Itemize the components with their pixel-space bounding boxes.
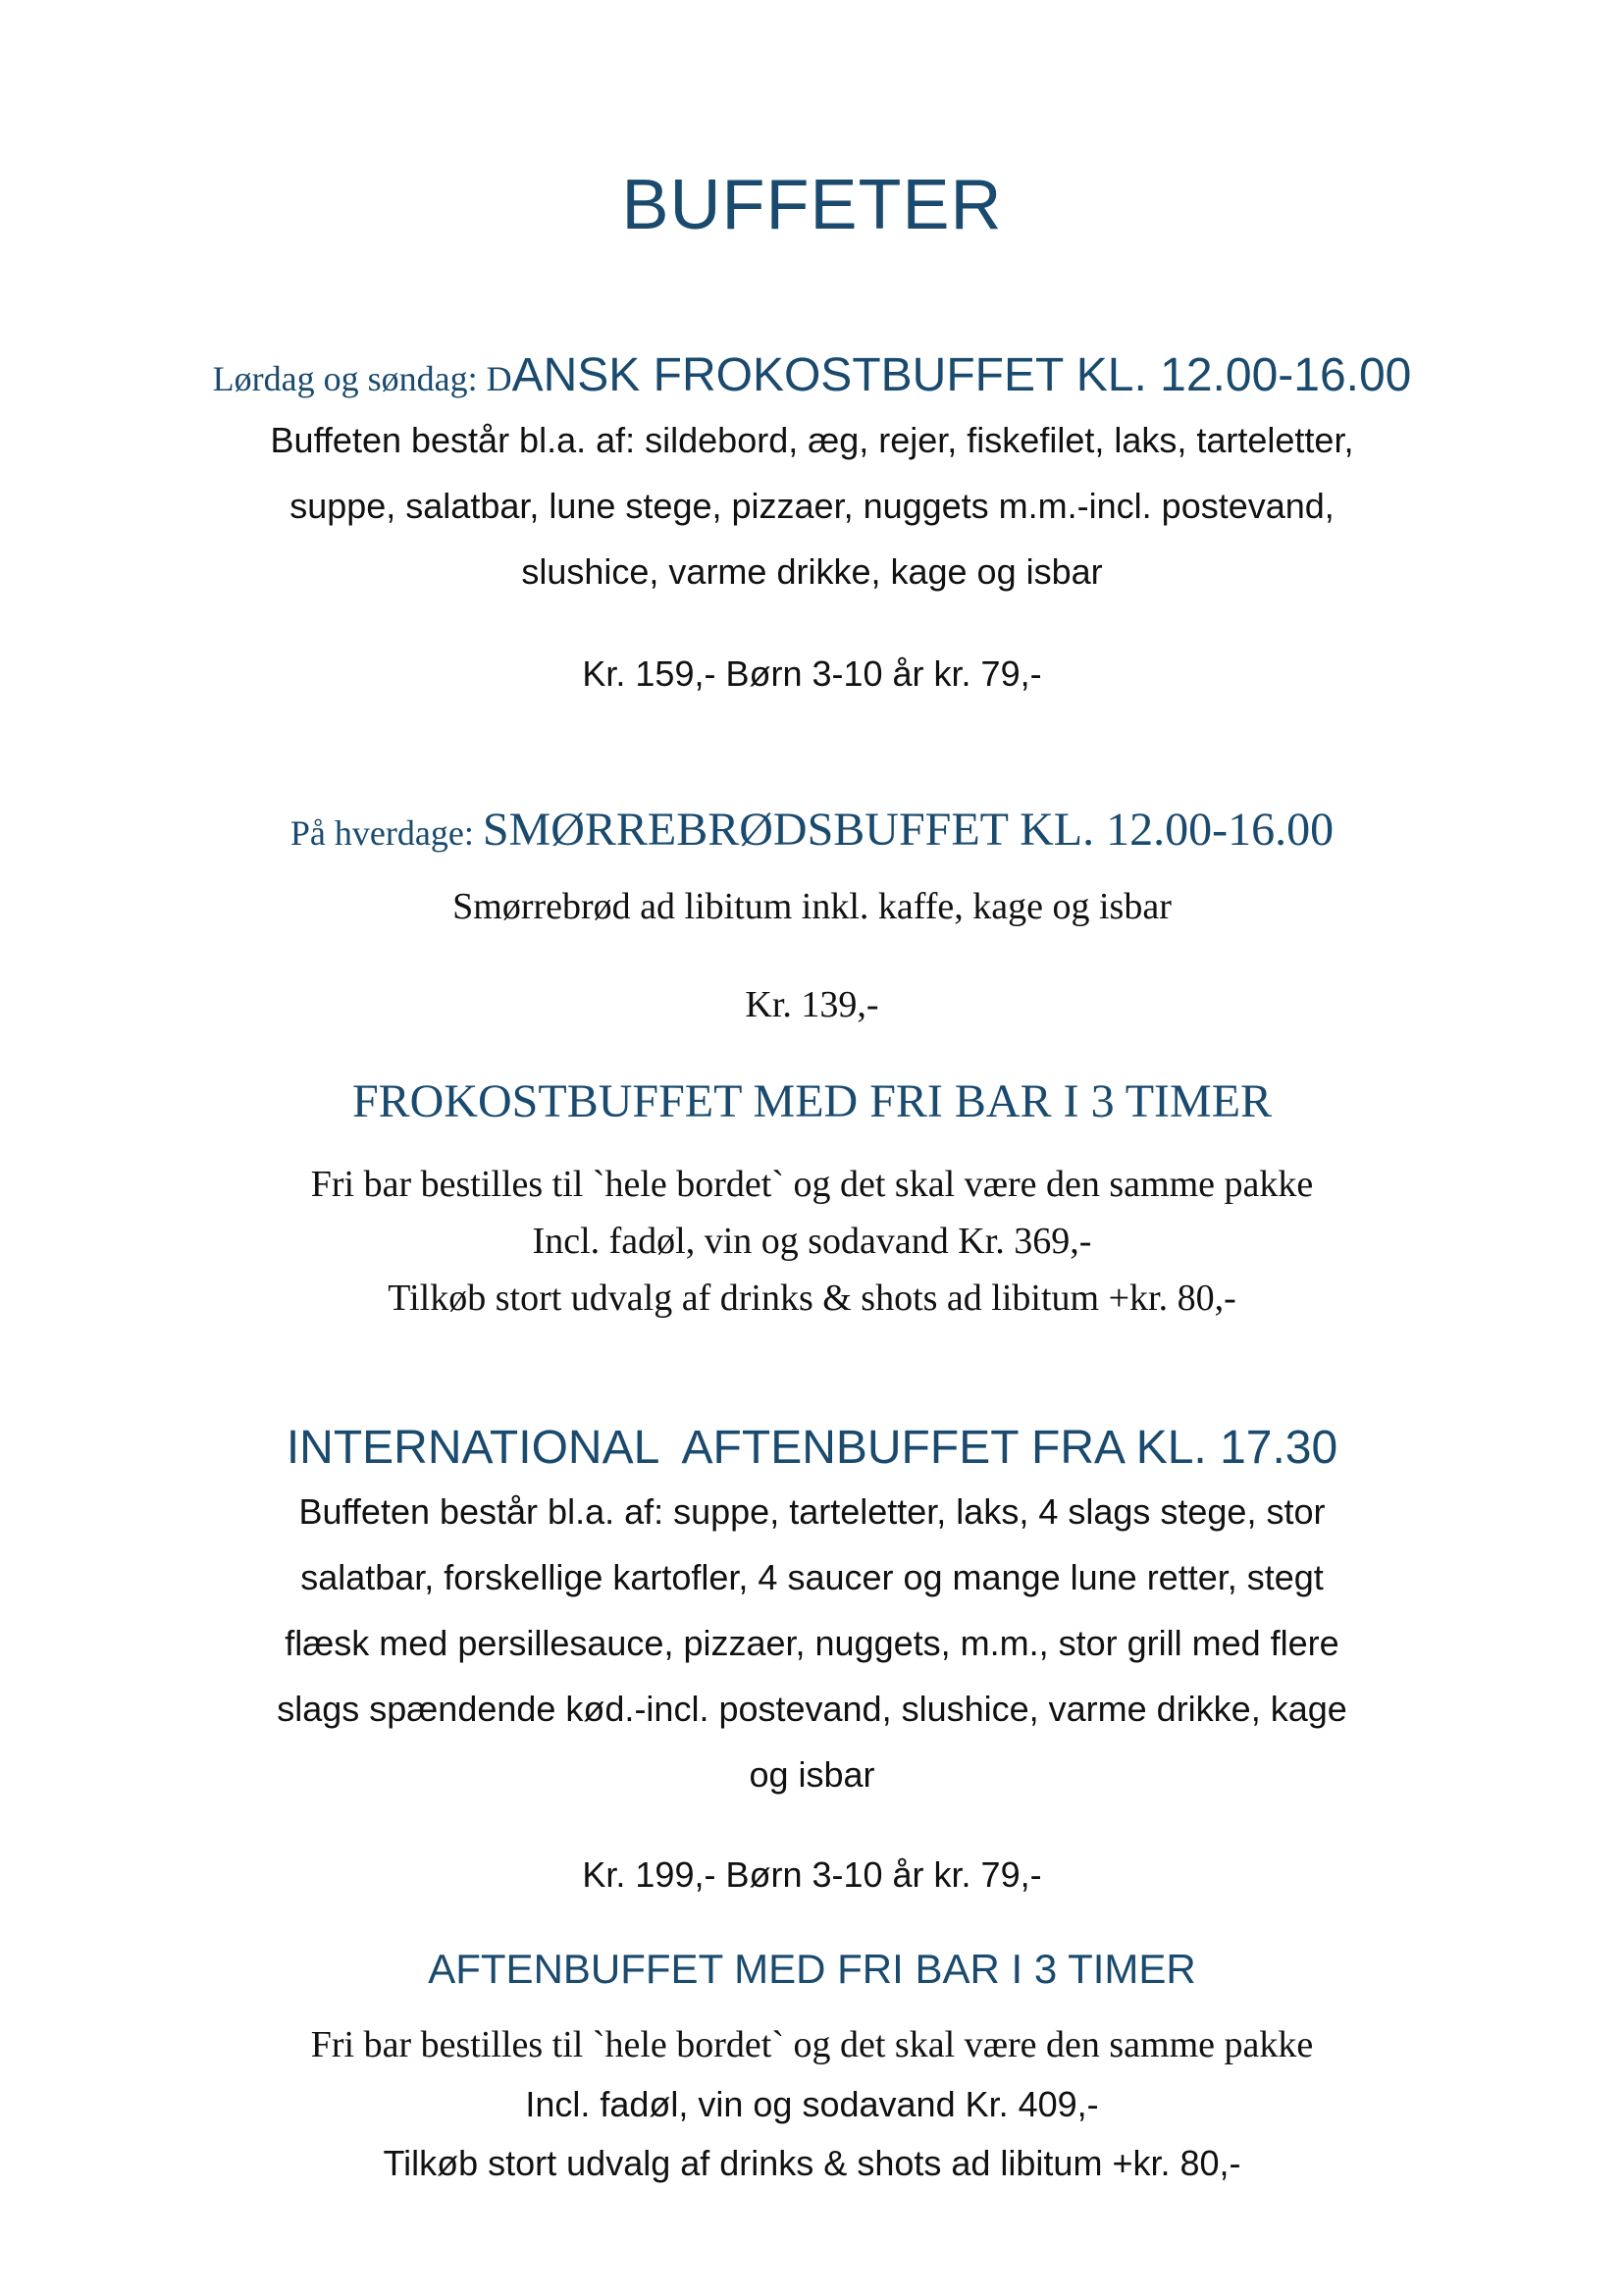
- section-title: INTERNATIONAL AFTENBUFFET FRA KL. 17.30: [286, 1422, 1338, 1474]
- section-description-line: Fri bar bestilles til `hele bordet` og det skal være den samme pakke: [310, 2024, 1314, 2065]
- section-heading-smorrebrodsbuffet: [0, 803, 1624, 857]
- section-prefix: Lørdag og søndag: D: [212, 359, 512, 398]
- section-title: FROKOSTBUFFET MED FRI BAR I 3 TIMER: [351, 1075, 1273, 1127]
- page-title: BUFFETER: [621, 166, 1003, 244]
- section-description-line: Tilkøb stort udvalg af drinks & shots ad libitum +kr. 80,-: [388, 1278, 1236, 1319]
- section-description-line: salatbar, forskellige kartofler, 4 saucer og mange lune retter, stegt: [300, 1557, 1324, 1597]
- section-description-line: Smørrebrød ad libitum inkl. kaffe, kage og isbar: [452, 886, 1172, 927]
- section-title: SMØRREBRØDSBUFFET KL. 12.00-16.00: [482, 804, 1335, 856]
- section-price: Kr. 159,- Børn 3-10 år kr. 79,-: [582, 653, 1042, 694]
- section-description-line: flæsk med persillesauce, pizzaer, nuggets, m.m., stor grill med flere: [285, 1623, 1339, 1663]
- section-description-line: slags spændende kød.-incl. postevand, slushice, varme drikke, kage: [277, 1689, 1347, 1729]
- section-title: ANSK FROKOSTBUFFET KL. 12.00-16.00: [511, 349, 1412, 401]
- section-title: AFTENBUFFET MED FRI BAR I 3 TIMER: [428, 1946, 1196, 1992]
- section-description-line: Buffeten består bl.a. af: suppe, tarteletter, laks, 4 slags stege, stor: [298, 1491, 1326, 1532]
- section-heading-dansk-frokostbuffet: [0, 348, 1624, 402]
- section-description-line: suppe, salatbar, lune stege, pizzaer, nuggets m.m.-incl. postevand,: [289, 486, 1335, 526]
- section-description-line: Fri bar bestilles til `hele bordet` og det skal være den samme pakke: [310, 1164, 1314, 1205]
- section-price: Kr. 139,-: [745, 984, 879, 1025]
- section-description-line: Tilkøb stort udvalg af drinks & shots ad libitum +kr. 80,-: [383, 2143, 1241, 2183]
- section-description-line: Buffeten består bl.a. af: sildebord, æg, rejer, fiskefilet, laks, tarteletter,: [270, 420, 1354, 460]
- section-price: Kr. 199,- Børn 3-10 år kr. 79,-: [582, 1854, 1042, 1895]
- section-description-line: og isbar: [749, 1754, 875, 1795]
- section-description-line: Incl. fadøl, vin og sodavand Kr. 409,-: [525, 2084, 1099, 2124]
- section-description-line: slushice, varme drikke, kage og isbar: [521, 551, 1103, 592]
- section-prefix: På hverdage:: [289, 813, 483, 853]
- section-description-line: Incl. fadøl, vin og sodavand Kr. 369,-: [532, 1221, 1092, 1262]
